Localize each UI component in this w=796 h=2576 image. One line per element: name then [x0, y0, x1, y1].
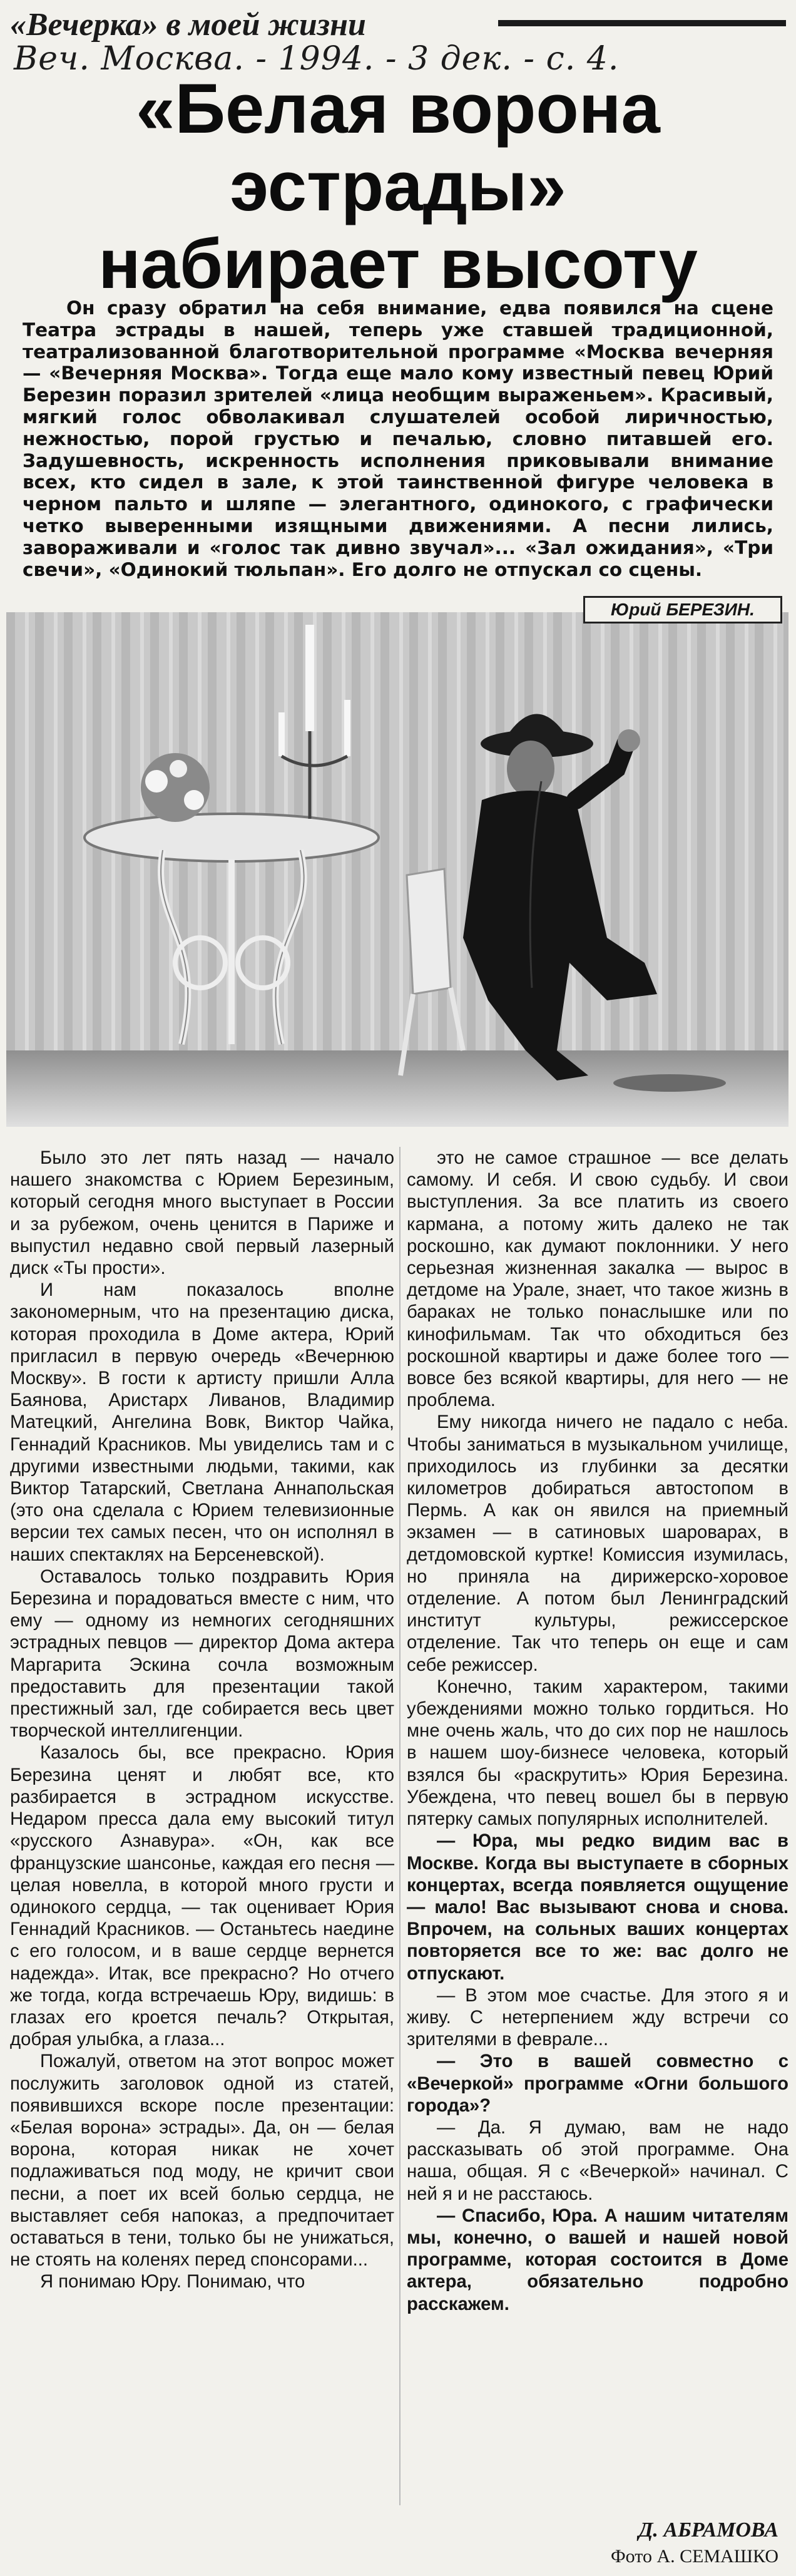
interview-answer: — Да. Я думаю, вам не надо рассказывать об этой программе. Она наша, общая. Я с «Вечеркой» начинал. С ней я и не расстаюсь.	[407, 2117, 788, 2204]
paragraph: Пожалуй, ответом на этот вопрос может послужить заголовок одной из статей, появившихся вскоре после презентации: «Белая ворона» эстрады». Да, он — белая ворона, которая никак не хочет подлаживаться под моду, не кричит свои песни, а поет их всей болью сердца, не выставляет себя напоказ, а предпочитает оставаться в тени, только бы не унижаться, не стоять на коленях перед спонсорами...	[10, 2051, 394, 2271]
article-column-2	[407, 1147, 788, 2315]
stage-photo	[6, 612, 788, 1127]
interview-question: — Это в вашей совместно с «Вечеркой» программе «Огни большого города»?	[407, 2051, 788, 2116]
paragraph: Ему никогда ничего не падало с неба. Чтобы заниматься в музыкальном училище, приходилось из глубинки за десятки километров добираться автостопом в Пермь. А как он явился на приемный экзамен — в сатиновых шароварах, в детдомовской куртке! Комиссия изумилась, но приняла на дирижерско-хоровое отделение. А потом был Ленинградский институт культуры, режиссерское отделение. Так что теперь он еще и сам себе режиссер.	[407, 1412, 788, 1675]
interview-question: — Юра, мы редко видим вас в Москве. Когда вы выступаете в сборных концертах, всегда появляется ощущение — мало! Вас вызывают снова и снова. Впрочем, на сольных ваших концертах повторяется все то же: вас долго не отпускают.	[407, 1830, 788, 1984]
rubric-title: «Вечерка» в моей жизни	[10, 7, 366, 43]
photo-credit: Фото А. СЕМАШКО	[610, 2546, 778, 2567]
column-divider	[399, 1147, 401, 2505]
headline-line-1: «Белая ворона	[136, 69, 660, 148]
paragraph: Оставалось только поздравить Юрия Березина и порадоваться вместе с ним, что ему — одному из немногих сегодняшних эстрадных певцов — директор Дома актера Маргарита Эскина сочла возможным предоставить для презентации такой престижный зал, где собирается весь цвет творческой интеллигенции.	[10, 1566, 394, 1742]
paragraph: Было это лет пять назад — начало нашего знакомства с Юрием Березиным, который сегодня много выступает в России и за рубежом, очень ценится в Париже и выпустил недавно свой первый лазерный диск «Ты прости».	[10, 1147, 394, 1279]
headline	[0, 70, 796, 303]
handwritten-source-note: Веч. Москва. - 1994. - 3 дек. - с. 4.	[14, 40, 620, 78]
rubric-rule	[498, 20, 786, 26]
author-caption: Юрий БЕРЕЗИН.	[583, 596, 782, 623]
paragraph: И нам показалось вполне закономерным, что на презентацию диска, которая проходила в Доме актера, Юрий пригласил в первую очередь «Вечернюю Москву». В гости к артисту пришли Алла Баянова, Аристарх Ливанов, Владимир Матецкий, Ангелина Вовк, Виктор Чайка, Геннадий Красников. Мы увиделись там и с другими известными людьми, такими, как Виктор Татарский, Светлана Аннапольская (это она сделала с Юрием телевизионные версии тех самых песен, что он исполнял в наших спектаклях на Берсеневской).	[10, 1280, 394, 1565]
headline-line-2: эстрады»	[230, 147, 566, 225]
paragraph: Конечно, таким характером, такими убеждениями можно только гордиться. Но мне очень жаль, что до сих пор не нашлось в нашем шоу-бизнесе человека, который взялся бы «раскрутить» Юрия Березина. Убеждена, что певец вошел бы в первую пятерку самых популярных исполнителей.	[407, 1676, 788, 1830]
interview-closing: — Спасибо, Юра. А нашим читателям мы, конечно, о вашей и нашей новой программе, которая состоится в Доме актера, обязательно подробно расскажем.	[407, 2205, 788, 2314]
paragraph: Я понимаю Юру. Понимаю, что	[40, 2271, 305, 2292]
paragraph: Казалось бы, все прекрасно. Юрия Березина ценят и любят все, кто разбирается в эстрадном искусстве. Недаром пресса дала ему высокий титул «русского Азнавура». «Он, как все французские шансонье, каждая его песня — целая новелла, в которой много грусти и одинокого сердца, — так оценивает Юрия Геннадий Красников. — Останьтесь наедине с его голосом, и в ваше сердце вернется надежда». Итак, все прекрасно? Но отчего же тогда, когда встречаешь Юру, видишь: в глазах его кроется печаль? Открытая, добрая улыбка, а глаза...	[10, 1742, 394, 2050]
stage-photo-image	[6, 612, 788, 1127]
paragraph: это не самое страшное — все делать самому. И себя. И свою судьбу. И свои выступления. За все платить из своего кармана, а потому жить далеко не так роскошно, как думают поклонники. У него серьезная жизненная закалка — вырос в детдоме на Урале, знает, что такое жизнь в бараках не только понаслышке или по кинофильмам. Так что обходиться без роскошной квартиры и даже более того — вовсе без всякой квартиры, для него — не проблема.	[407, 1147, 788, 1411]
interview-answer: — В этом мое счастье. Для этого я и живу. С нетерпением жду встречи со зрителями в феврале...	[407, 1984, 788, 2050]
headline-line-3: набирает высоту	[98, 225, 698, 303]
author-signature: Д. АБРАМОВА	[638, 2518, 778, 2542]
article-column-1	[10, 1147, 394, 2293]
lead-paragraph: Он сразу обратил на себя внимание, едва появился на сцене Театра эстрады в нашей, теперь уже ставшей традиционной, театрализованной благотворительной программе «Москва вечерняя — «Вечерняя Москва». Тогда еще мало кому известный певец Юрий Березин поразил зрителей «лица необщим выраженьем». Красивый, мягкий голос обволакивал слушателей особой лиричностью, нежностью, порой грустью и печалью, словно питавшей его. Задушевность, искренность исполнения приковывали внимание всех, кто сидел в зале, к этой таинственной фигуре человека в черном пальто и шляпе — элегантного, одинокого, с графически четко выверенными изящными движениями. А песни лились, завораживали и «голос так дивно звучал»... «Зал ожидания», «Три свечи», «Одинокий тюльпан». Его долго не отпускал со сцены.	[23, 297, 773, 580]
